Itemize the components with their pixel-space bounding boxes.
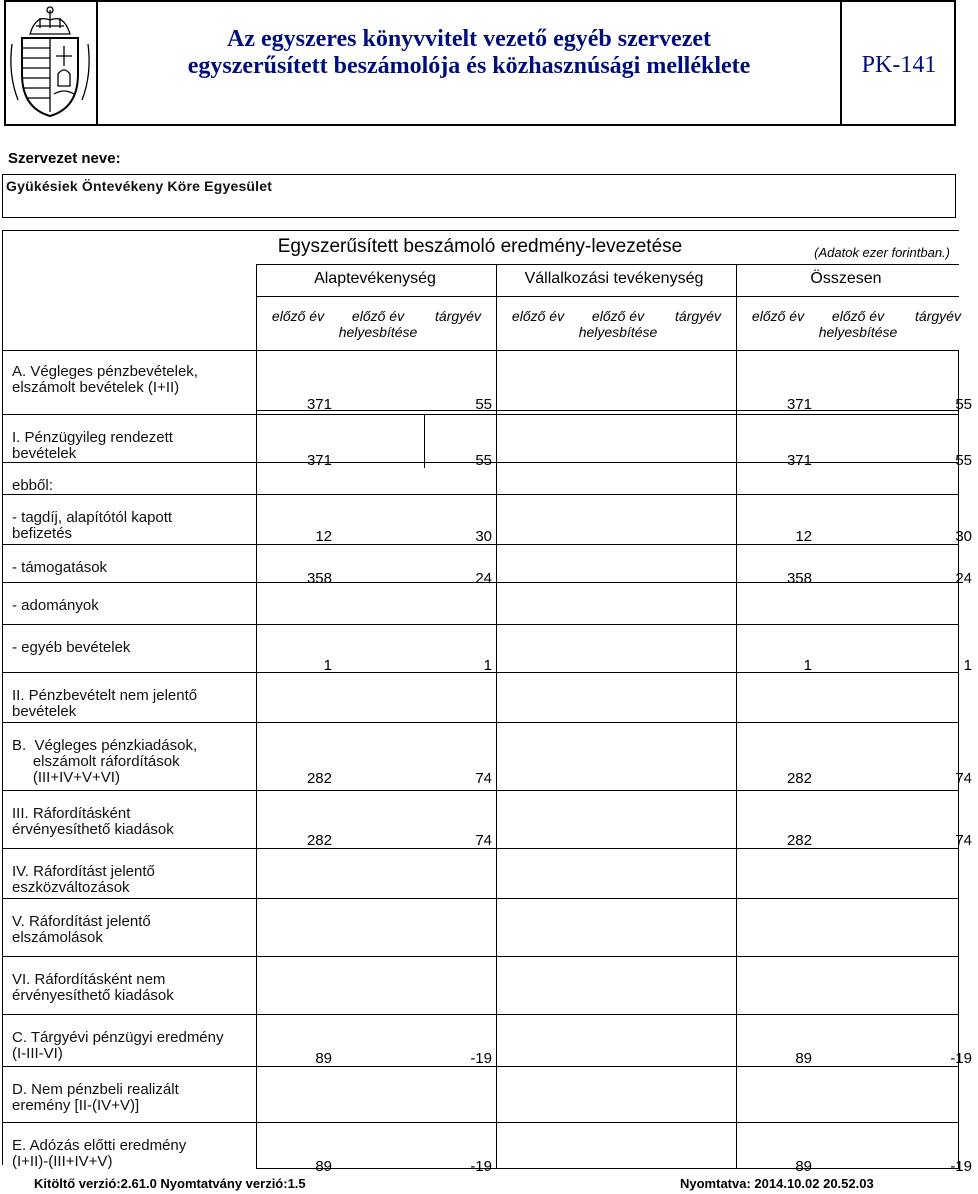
row-label-line: bevételek — [12, 445, 77, 462]
header-divider — [840, 2, 842, 126]
organization-label: Szervezet neve: — [8, 150, 121, 167]
row-label-line: V. Ráfordítást jelentő — [12, 913, 151, 930]
column-header — [498, 308, 578, 324]
group-header-total: Összesen — [810, 270, 882, 287]
row-label-line: eremény [II-(IV+V)] — [12, 1097, 140, 1114]
cell-value: 1 — [803, 657, 812, 674]
grid-line — [736, 264, 737, 350]
row-label-line: I. Pénzügyileg rendezett — [12, 429, 173, 446]
column-header-line1: előző év — [831, 308, 885, 324]
grid-line — [2, 414, 959, 415]
row-label — [12, 864, 252, 896]
cell-value: 55 — [955, 452, 972, 469]
grid-line — [2, 898, 959, 899]
row-label-line: bevételek — [12, 703, 77, 720]
units-note: (Adatok ezer forintban.) — [814, 245, 950, 260]
row-label-line: - adományok — [12, 597, 99, 614]
header-divider — [96, 2, 98, 126]
column-header — [738, 308, 818, 324]
cell-value: 358 — [786, 570, 812, 587]
column-header-line2: helyesbítése — [578, 324, 658, 340]
row-label-line: elszámolt bevételek (I+II) — [12, 379, 180, 396]
grid-line — [2, 624, 959, 625]
cell-value: 74 — [955, 832, 972, 849]
cell-value: 371 — [786, 396, 812, 413]
row-label-line: befizetés — [12, 525, 73, 542]
row-label — [12, 914, 252, 946]
cell-value: 89 — [795, 1158, 812, 1175]
row-label-line: elszámolások — [12, 929, 103, 946]
form-title-line1: Az egyszeres könyvvitelt vezető egyéb szervezet — [226, 26, 711, 52]
cell-value: 89 — [315, 1158, 332, 1175]
cell-value: 74 — [475, 770, 492, 787]
row-label-line: - támogatások — [12, 559, 108, 576]
cell-value: 12 — [315, 528, 332, 545]
cell-value: 30 — [475, 528, 492, 545]
grid-line — [256, 350, 257, 1168]
cell-value: 282 — [786, 770, 812, 787]
cell-value: 371 — [306, 396, 332, 413]
row-label — [12, 598, 252, 614]
cell-value: 74 — [475, 832, 492, 849]
grid-line — [2, 956, 959, 957]
grid-line — [958, 350, 959, 1168]
column-header — [258, 308, 338, 324]
cell-value: 24 — [475, 570, 492, 587]
row-label — [12, 478, 252, 494]
grid-line — [256, 1168, 959, 1169]
cell-value: 55 — [475, 452, 492, 469]
column-header-line1: előző év — [751, 308, 805, 324]
row-label-line: VI. Ráfordításként nem — [12, 971, 166, 988]
column-header-line1: előző év — [591, 308, 645, 324]
row-label — [12, 806, 252, 838]
cell-value: 282 — [306, 770, 332, 787]
cell-value: 358 — [306, 570, 332, 587]
cell-value: 12 — [795, 528, 812, 545]
section-title: Egyszerűsített beszámoló eredmény-levezetése — [277, 236, 683, 257]
form-title-line2: egyszerűsített beszámolója és közhasznúsági melléklete — [187, 53, 751, 79]
row-label — [12, 688, 252, 720]
row-label — [12, 1030, 252, 1062]
organization-name: Gyükésiek Öntevékeny Köre Egyesület — [6, 178, 273, 194]
footer-version: Kitöltő verzió:2.61.0 Nyomtatvány verzió:1.5 — [34, 1176, 306, 1191]
column-header-line2: helyesbítése — [338, 324, 418, 340]
row-label — [12, 560, 252, 576]
row-label-line: A. Végleges pénzbevételek, — [12, 363, 198, 380]
row-label — [12, 972, 252, 1004]
column-header — [898, 308, 978, 324]
column-header — [418, 308, 498, 324]
cell-value: 55 — [475, 396, 492, 413]
cell-value: 371 — [786, 452, 812, 469]
row-label-line: C. Tárgyévi pénzügyi eredmény — [12, 1029, 224, 1046]
form-title — [100, 26, 838, 80]
group-header-basic: Alaptevékenység — [314, 270, 436, 287]
grid-line — [2, 494, 959, 495]
column-header — [338, 308, 418, 340]
grid-line — [496, 350, 497, 1168]
grid-line — [496, 264, 497, 350]
grid-line — [2, 790, 959, 791]
cell-value: 282 — [786, 832, 812, 849]
column-header-line1: előző év — [351, 308, 405, 324]
column-header-line1: előző év — [271, 308, 325, 324]
row-label — [12, 364, 252, 396]
grid-line — [2, 1014, 959, 1015]
row-label-line: érvényesíthető kiadások — [12, 821, 174, 838]
coat-of-arms-icon — [6, 4, 94, 122]
row-label-line: érvényesíthető kiadások — [12, 987, 174, 1004]
grid-line — [256, 410, 959, 411]
cell-value: 1 — [323, 657, 332, 674]
cell-value: -19 — [470, 1158, 492, 1175]
cell-value: 24 — [955, 570, 972, 587]
column-header-line1: tárgyév — [675, 308, 721, 324]
row-label-line: (III+IV+V+VI) — [12, 769, 120, 786]
row-label-line: IV. Ráfordítást jelentő — [12, 863, 155, 880]
row-label-line: - egyéb bevételek — [12, 639, 131, 656]
cell-value: 89 — [315, 1050, 332, 1067]
grid-line — [256, 264, 257, 350]
column-header-line1: tárgyév — [435, 308, 481, 324]
cell-value: 282 — [306, 832, 332, 849]
row-label-line: elszámolt ráfordítások — [12, 753, 180, 770]
cell-value: 371 — [306, 452, 332, 469]
grid-line — [256, 264, 959, 265]
cell-value: 30 — [955, 528, 972, 545]
column-header — [818, 308, 898, 340]
row-label-line: (I+II)-(III+IV+V) — [12, 1153, 113, 1170]
row-label — [12, 1138, 252, 1170]
column-header-line2: helyesbítése — [818, 324, 898, 340]
cell-value: 55 — [955, 396, 972, 413]
row-label-line: D. Nem pénzbeli realizált — [12, 1081, 179, 1098]
row-label — [12, 430, 252, 462]
cell-value: 89 — [795, 1050, 812, 1067]
cell-value: 74 — [955, 770, 972, 787]
grid-line — [256, 296, 959, 297]
grid-line — [736, 350, 737, 1168]
column-header-line1: előző év — [511, 308, 565, 324]
row-label-line: - tagdíj, alapítótól kapott — [12, 509, 173, 526]
form-code: PK-141 — [861, 52, 937, 78]
column-header-line1: tárgyév — [915, 308, 961, 324]
row-label-line: ebből: — [12, 477, 53, 494]
row-label-line: B. Végleges pénzkiadások, — [12, 737, 198, 754]
row-label-line: (I-III-VI) — [12, 1045, 63, 1062]
row-label-line: E. Adózás előtti eredmény — [12, 1137, 187, 1154]
grid-line — [2, 722, 959, 723]
row-label — [12, 738, 252, 786]
row-label — [12, 1082, 252, 1114]
grid-line — [2, 350, 959, 351]
group-header-business: Vállalkozási tevékenység — [524, 270, 704, 287]
cell-value: -19 — [950, 1158, 972, 1175]
grid-line — [2, 1122, 959, 1123]
row-label — [12, 640, 252, 656]
footer-print-date: Nyomtatva: 2014.10.02 20.52.03 — [680, 1176, 874, 1191]
column-header — [578, 308, 658, 340]
column-header — [658, 308, 738, 324]
cell-value: 1 — [483, 657, 492, 674]
cell-value: -19 — [470, 1050, 492, 1067]
row-label — [12, 510, 252, 542]
row-label-line: II. Pénzbevételt nem jelentő — [12, 687, 198, 704]
cell-value: 1 — [963, 657, 972, 674]
row-label-line: III. Ráfordításként — [12, 805, 131, 822]
row-label-line: eszközváltozások — [12, 879, 130, 896]
cell-value: -19 — [950, 1050, 972, 1067]
